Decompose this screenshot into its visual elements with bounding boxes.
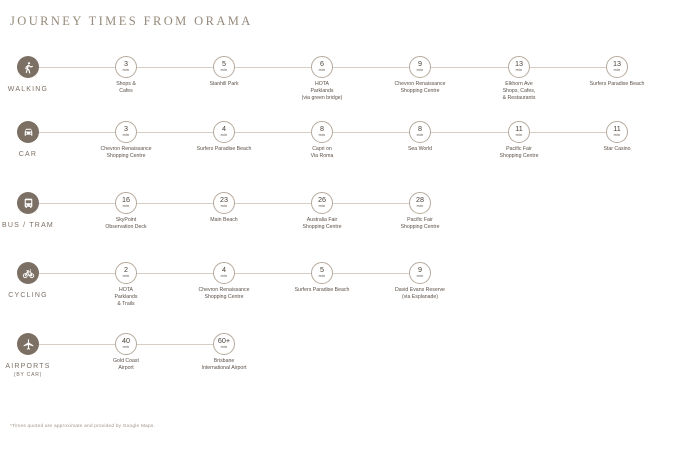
time-value: 13 [613, 59, 621, 68]
destination-label: Chevron Renaissance Shopping Centre [198, 287, 250, 300]
car-icon [17, 121, 39, 143]
time-unit: min [613, 68, 621, 72]
time-unit: min [416, 68, 424, 72]
time-badge [409, 121, 431, 143]
destination-label: HOTA Parklands (via green bridge) [301, 81, 343, 101]
time-value: 11 [515, 124, 523, 133]
time-value: 60+ [217, 336, 231, 345]
time-badge [213, 192, 235, 214]
destination-label: Surfers Paradise Beach [589, 81, 645, 87]
time-unit: min [220, 204, 228, 208]
time-badge [311, 56, 333, 78]
time-value: 40 [122, 336, 130, 345]
category-sublabel: (BY CAR) [13, 372, 43, 378]
category-row-car [0, 121, 680, 181]
walking-icon [17, 56, 39, 78]
category-label: CAR [18, 151, 38, 158]
time-value: 5 [222, 59, 226, 68]
time-unit: min [318, 204, 326, 208]
destination-label: Pacific Fair Shopping Centre [400, 217, 440, 230]
category-label: CYCLING [8, 292, 48, 299]
time-unit: min [318, 133, 326, 137]
time-unit: min [220, 133, 228, 137]
time-value: 2 [124, 265, 128, 274]
category-row-airports [0, 333, 680, 393]
time-unit: min [220, 274, 228, 278]
destination-label: Australia Fair Shopping Centre [302, 217, 342, 230]
time-unit: min [122, 345, 130, 349]
time-badge [311, 121, 333, 143]
category-label: WALKING [7, 86, 49, 93]
time-value: 13 [515, 59, 523, 68]
time-unit: min [515, 133, 523, 137]
time-unit: min [515, 68, 523, 72]
destination-label: Stanhill Park [209, 81, 239, 87]
destination-label: Elkhorn Ave Shops, Cafes, & Restaurants [502, 81, 536, 101]
time-value: 3 [124, 124, 128, 133]
destination-label: Main Beach [210, 217, 238, 223]
time-value: 6 [320, 59, 324, 68]
destination-label: Gold Coast Airport [113, 358, 139, 371]
time-value: 16 [122, 195, 130, 204]
category-row-walking [0, 56, 680, 116]
destination-label: HOTA Parklands & Trails [114, 287, 138, 307]
page-title: JOURNEY TIMES FROM ORAMA [10, 14, 253, 28]
time-value: 3 [124, 59, 128, 68]
time-badge [115, 56, 137, 78]
time-value: 23 [220, 195, 228, 204]
time-badge [508, 121, 530, 143]
time-badge [115, 192, 137, 214]
time-badge [311, 262, 333, 284]
time-value: 26 [318, 195, 326, 204]
time-badge [115, 333, 137, 355]
time-unit: min [220, 68, 228, 72]
time-value: 9 [418, 59, 422, 68]
time-value: 4 [222, 124, 226, 133]
destination-label: Sea World [407, 146, 433, 152]
destination-label: Pacific Fair Shopping Centre [499, 146, 539, 159]
time-badge [606, 56, 628, 78]
time-badge [409, 56, 431, 78]
destination-label: David Evans Reserve (via Esplanade) [395, 287, 445, 300]
destination-label: Capri on Via Roma [310, 146, 334, 159]
destination-label: Chevron Renaissance Shopping Centre [100, 146, 152, 159]
time-badge [311, 192, 333, 214]
time-badge [508, 56, 530, 78]
destination-label: Shops & Cafes [116, 81, 136, 94]
time-unit: min [416, 274, 424, 278]
destination-label: Chevron Renaissance Shopping Centre [394, 81, 446, 94]
time-value: 8 [418, 124, 422, 133]
bicycle-icon [17, 262, 39, 284]
time-value: 9 [418, 265, 422, 274]
time-unit: min [318, 274, 326, 278]
time-unit: min [122, 204, 130, 208]
time-unit: min [318, 68, 326, 72]
time-value: 28 [416, 195, 424, 204]
category-row-cycling [0, 262, 680, 322]
time-unit: min [613, 133, 621, 137]
airplane-icon [17, 333, 39, 355]
destination-label: Surfers Paradise Beach [196, 146, 252, 152]
category-label: AIRPORTS [5, 363, 51, 370]
time-badge [115, 121, 137, 143]
time-unit: min [122, 133, 130, 137]
footnote: *Times quoted are approximate and provided by Google Maps. [10, 424, 156, 429]
destination-label: SkyPoint Observation Deck [105, 217, 147, 230]
time-unit: min [122, 274, 130, 278]
time-badge [115, 262, 137, 284]
time-badge [213, 262, 235, 284]
time-value: 5 [320, 265, 324, 274]
time-unit: min [122, 68, 130, 72]
time-value: 11 [613, 124, 621, 133]
destination-label: Surfers Paradise Beach [294, 287, 350, 293]
category-row-bus-tram [0, 192, 680, 252]
time-unit: min [416, 133, 424, 137]
time-badge [409, 262, 431, 284]
category-label: BUS / TRAM [2, 222, 54, 229]
time-value: 4 [222, 265, 226, 274]
time-badge [213, 333, 235, 355]
destination-label: Star Casino [603, 146, 631, 152]
bus-icon [17, 192, 39, 214]
time-unit: min [416, 204, 424, 208]
time-unit: min [220, 345, 228, 349]
time-badge [213, 121, 235, 143]
time-value: 8 [320, 124, 324, 133]
time-badge [606, 121, 628, 143]
destination-label: Brisbane International Airport [201, 358, 247, 371]
time-badge [409, 192, 431, 214]
time-badge [213, 56, 235, 78]
